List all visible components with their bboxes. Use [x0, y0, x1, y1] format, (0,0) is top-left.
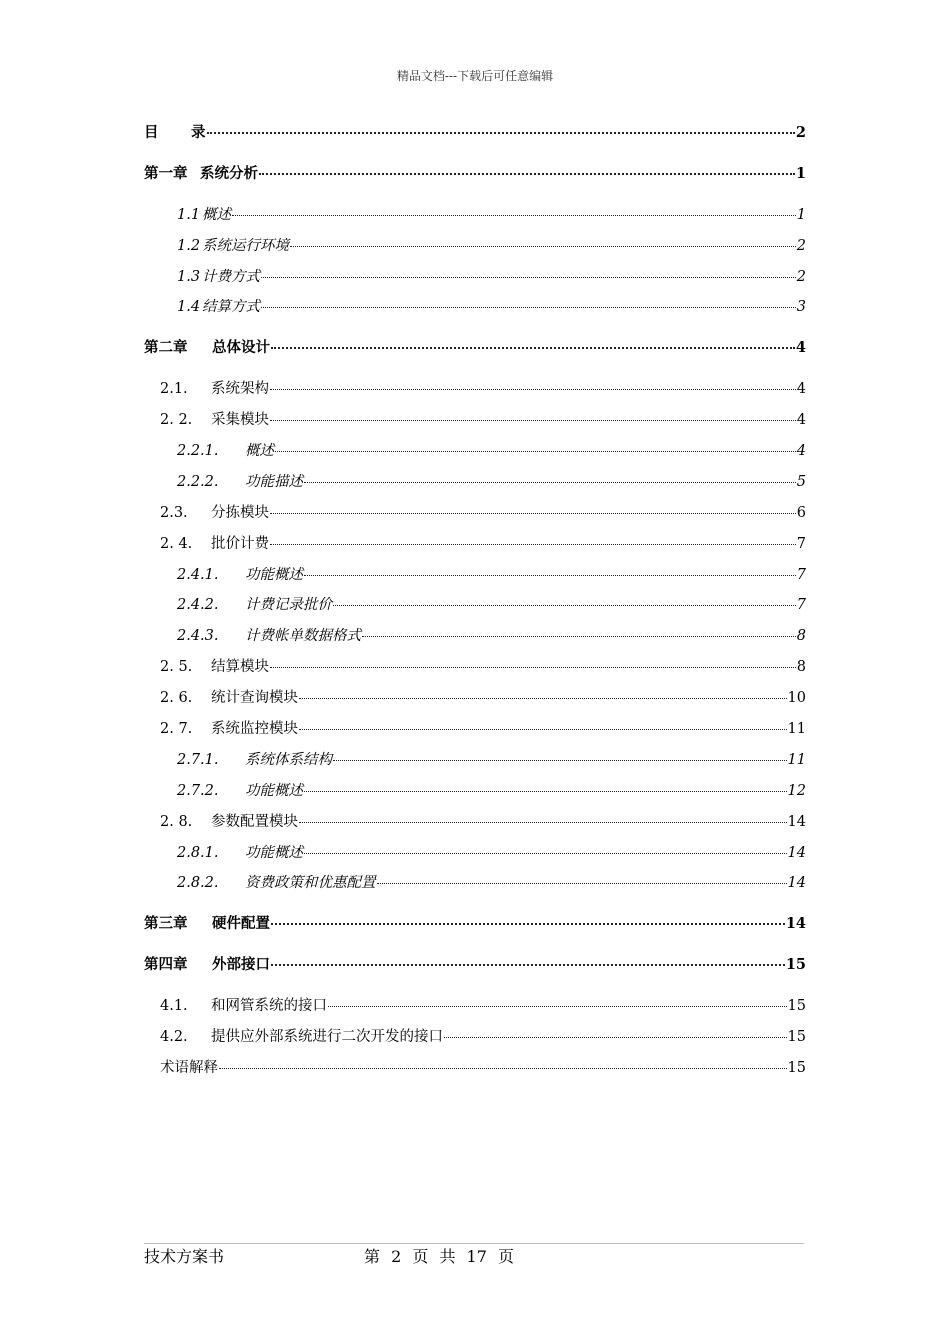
section-title: 分拣模块: [211, 504, 269, 521]
section-number: 1.1: [177, 206, 201, 223]
toc-chapter-1[interactable]: [144, 159, 806, 190]
page-number: 15: [787, 998, 806, 1015]
chapter-title: 系统分析: [200, 164, 258, 182]
page-number: 12: [787, 782, 806, 799]
section-title: 系统运行环境: [202, 237, 289, 254]
footer-document-title: 技术方案书: [144, 1247, 225, 1266]
section-number: 2. 8.: [160, 813, 193, 830]
toc-section-2-1[interactable]: [144, 374, 806, 405]
toc-title-row[interactable]: [144, 118, 806, 149]
leader-dots: [290, 246, 796, 247]
leader-dots: [299, 822, 787, 823]
section-title: 计费方式: [202, 268, 260, 285]
chapter-number: 第一章: [144, 164, 188, 182]
section-title: 和网管系统的接口: [211, 998, 327, 1015]
toc-section-4-1[interactable]: [144, 991, 806, 1022]
leader-dots: [299, 729, 787, 730]
leader-dots: [304, 575, 796, 576]
page-number: 11: [787, 721, 806, 738]
leader-dots: [261, 307, 796, 308]
footer-page-indicator: 第 2 页 共 17 页: [364, 1247, 514, 1266]
subsection-title: 功能概述: [245, 844, 303, 861]
leader-dots: [270, 544, 796, 545]
page-number: 2: [795, 124, 806, 141]
leader-dots: [259, 173, 795, 175]
chapter-number: 第二章: [144, 339, 188, 357]
leader-dots: [304, 482, 796, 483]
leader-dots: [270, 667, 796, 668]
section-number: 2. 6.: [160, 690, 193, 707]
leader-dots: [377, 883, 787, 884]
subsection-title: 概述: [245, 443, 274, 460]
page-number: 14: [787, 875, 806, 892]
subsection-number: 2.2.2.: [177, 473, 219, 490]
toc-subsection-2-7-1[interactable]: [144, 745, 806, 776]
leader-dots: [271, 923, 785, 925]
subsection-number: 2.7.2.: [177, 782, 219, 799]
toc-chapter-4[interactable]: [144, 950, 806, 981]
toc-subsection-2-8-1[interactable]: [144, 838, 806, 869]
section-number: 2. 2.: [160, 412, 193, 429]
leader-dots: [271, 964, 785, 966]
section-number: 2. 4.: [160, 535, 193, 552]
leader-dots: [219, 1068, 787, 1069]
subsection-title: 系统体系结构: [245, 751, 332, 768]
toc-section-1-3[interactable]: [144, 262, 806, 293]
leader-dots: [333, 760, 787, 761]
subsection-number: 2.7.1.: [177, 751, 219, 768]
page-number: 4: [796, 443, 806, 460]
header-watermark: 精品文档---下载后可任意编辑: [396, 69, 554, 83]
page-number: 2: [796, 268, 806, 285]
toc-subsection-2-2-2[interactable]: [144, 467, 806, 498]
leader-dots: [304, 791, 787, 792]
toc-subsection-2-8-2[interactable]: [144, 868, 806, 899]
toc-subsection-2-2-1[interactable]: [144, 436, 806, 467]
section-number: 2. 5.: [160, 659, 193, 676]
chapter-title: 外部接口: [212, 956, 270, 974]
page-number: 11: [787, 751, 806, 768]
subsection-title: 功能描述: [245, 473, 303, 490]
section-title: 结算模块: [211, 659, 269, 676]
page-number: 3: [796, 299, 806, 316]
page-number: 4: [796, 412, 806, 429]
toc-title-char1: 目: [144, 124, 159, 141]
chapter-title: 硬件配置: [212, 915, 270, 933]
section-title: 提供应外部系统进行二次开发的接口: [211, 1029, 443, 1046]
leader-dots: [299, 698, 787, 699]
table-of-contents: [144, 118, 806, 1084]
page-number: 14: [787, 844, 806, 861]
page-number: 7: [796, 597, 806, 614]
toc-section-1-2[interactable]: [144, 231, 806, 262]
page-number: 4: [795, 339, 806, 357]
subsection-number: 2.4.2.: [177, 597, 219, 614]
subsection-title: 功能概述: [245, 782, 303, 799]
leader-dots: [270, 389, 796, 390]
section-number: 1.4: [177, 299, 201, 316]
leader-dots: [333, 605, 796, 606]
toc-subsection-2-4-2[interactable]: [144, 590, 806, 621]
leader-dots: [270, 513, 796, 514]
page-number: 15: [787, 1029, 806, 1046]
page-number: 4: [796, 381, 806, 398]
page-number: 7: [796, 566, 806, 583]
toc-section-2-3[interactable]: [144, 498, 806, 529]
subsection-title: 计费记录批价: [245, 597, 332, 614]
section-title: 概述: [202, 206, 231, 223]
subsection-title: 计费帐单数据格式: [245, 628, 361, 645]
toc-section-2-6[interactable]: [144, 683, 806, 714]
page-number: 8: [796, 659, 806, 676]
subsection-number: 2.8.2.: [177, 875, 219, 892]
page-number: 7: [796, 535, 806, 552]
section-title: 结算方式: [202, 299, 260, 316]
chapter-title: 总体设计: [212, 339, 270, 357]
toc-section-1-4[interactable]: [144, 292, 806, 323]
leader-dots: [232, 215, 796, 216]
subsection-title: 功能概述: [245, 566, 303, 583]
chapter-number: 第四章: [144, 956, 188, 974]
leader-dots: [261, 277, 796, 278]
toc-subsection-2-4-1[interactable]: [144, 560, 806, 591]
leader-dots: [271, 347, 795, 349]
leader-dots: [275, 451, 796, 452]
page-number: 2: [796, 237, 806, 254]
toc-section-2-4[interactable]: [144, 529, 806, 560]
section-title: 统计查询模块: [211, 690, 298, 707]
toc-glossary[interactable]: [144, 1053, 806, 1084]
subsection-number: 2.4.1.: [177, 566, 219, 583]
subsection-number: 2.2.1.: [177, 443, 219, 460]
section-title: 采集模块: [211, 412, 269, 429]
subsection-title: 资费政策和优惠配置: [245, 875, 376, 892]
leader-dots: [444, 1037, 787, 1038]
toc-section-4-2[interactable]: [144, 1022, 806, 1053]
page-number: 14: [785, 915, 806, 933]
section-number: 1.3: [177, 268, 201, 285]
section-number: 1.2: [177, 237, 201, 254]
leader-dots: [328, 1006, 787, 1007]
section-number: 4.2.: [160, 1029, 188, 1046]
toc-chapter-3[interactable]: [144, 909, 806, 940]
toc-subsection-2-7-2[interactable]: [144, 776, 806, 807]
section-title: 术语解释: [160, 1059, 218, 1076]
subsection-number: 2.8.1.: [177, 844, 219, 861]
section-title: 系统架构: [211, 381, 269, 398]
subsection-number: 2.4.3.: [177, 628, 219, 645]
leader-dots: [304, 853, 787, 854]
leader-dots: [207, 132, 795, 134]
section-title: 系统监控模块: [211, 721, 298, 738]
page-number: 15: [787, 1059, 806, 1076]
toc-section-2-2[interactable]: [144, 405, 806, 436]
toc-section-2-7[interactable]: [144, 714, 806, 745]
leader-dots: [270, 420, 796, 421]
toc-section-1-1[interactable]: [144, 200, 806, 231]
page-number: 6: [796, 504, 806, 521]
page-number: 14: [787, 813, 806, 830]
section-title: 批价计费: [211, 535, 269, 552]
page-number: 15: [785, 956, 806, 974]
toc-section-2-8[interactable]: [144, 807, 806, 838]
page-number: 1: [796, 206, 806, 223]
toc-section-2-5[interactable]: [144, 652, 806, 683]
section-number: 2.3.: [160, 504, 188, 521]
page-number: 10: [787, 690, 806, 707]
chapter-number: 第三章: [144, 915, 188, 933]
page-number: 8: [796, 628, 806, 645]
section-number: 2. 7.: [160, 721, 193, 738]
section-number: 2.1.: [160, 381, 188, 398]
page-number: 5: [796, 473, 806, 490]
section-title: 参数配置模块: [211, 813, 298, 830]
toc-subsection-2-4-3[interactable]: [144, 621, 806, 652]
page-number: 1: [795, 164, 806, 182]
leader-dots: [362, 636, 796, 637]
toc-chapter-2[interactable]: [144, 333, 806, 364]
toc-title-char2: 录: [191, 124, 206, 141]
section-number: 4.1.: [160, 998, 188, 1015]
